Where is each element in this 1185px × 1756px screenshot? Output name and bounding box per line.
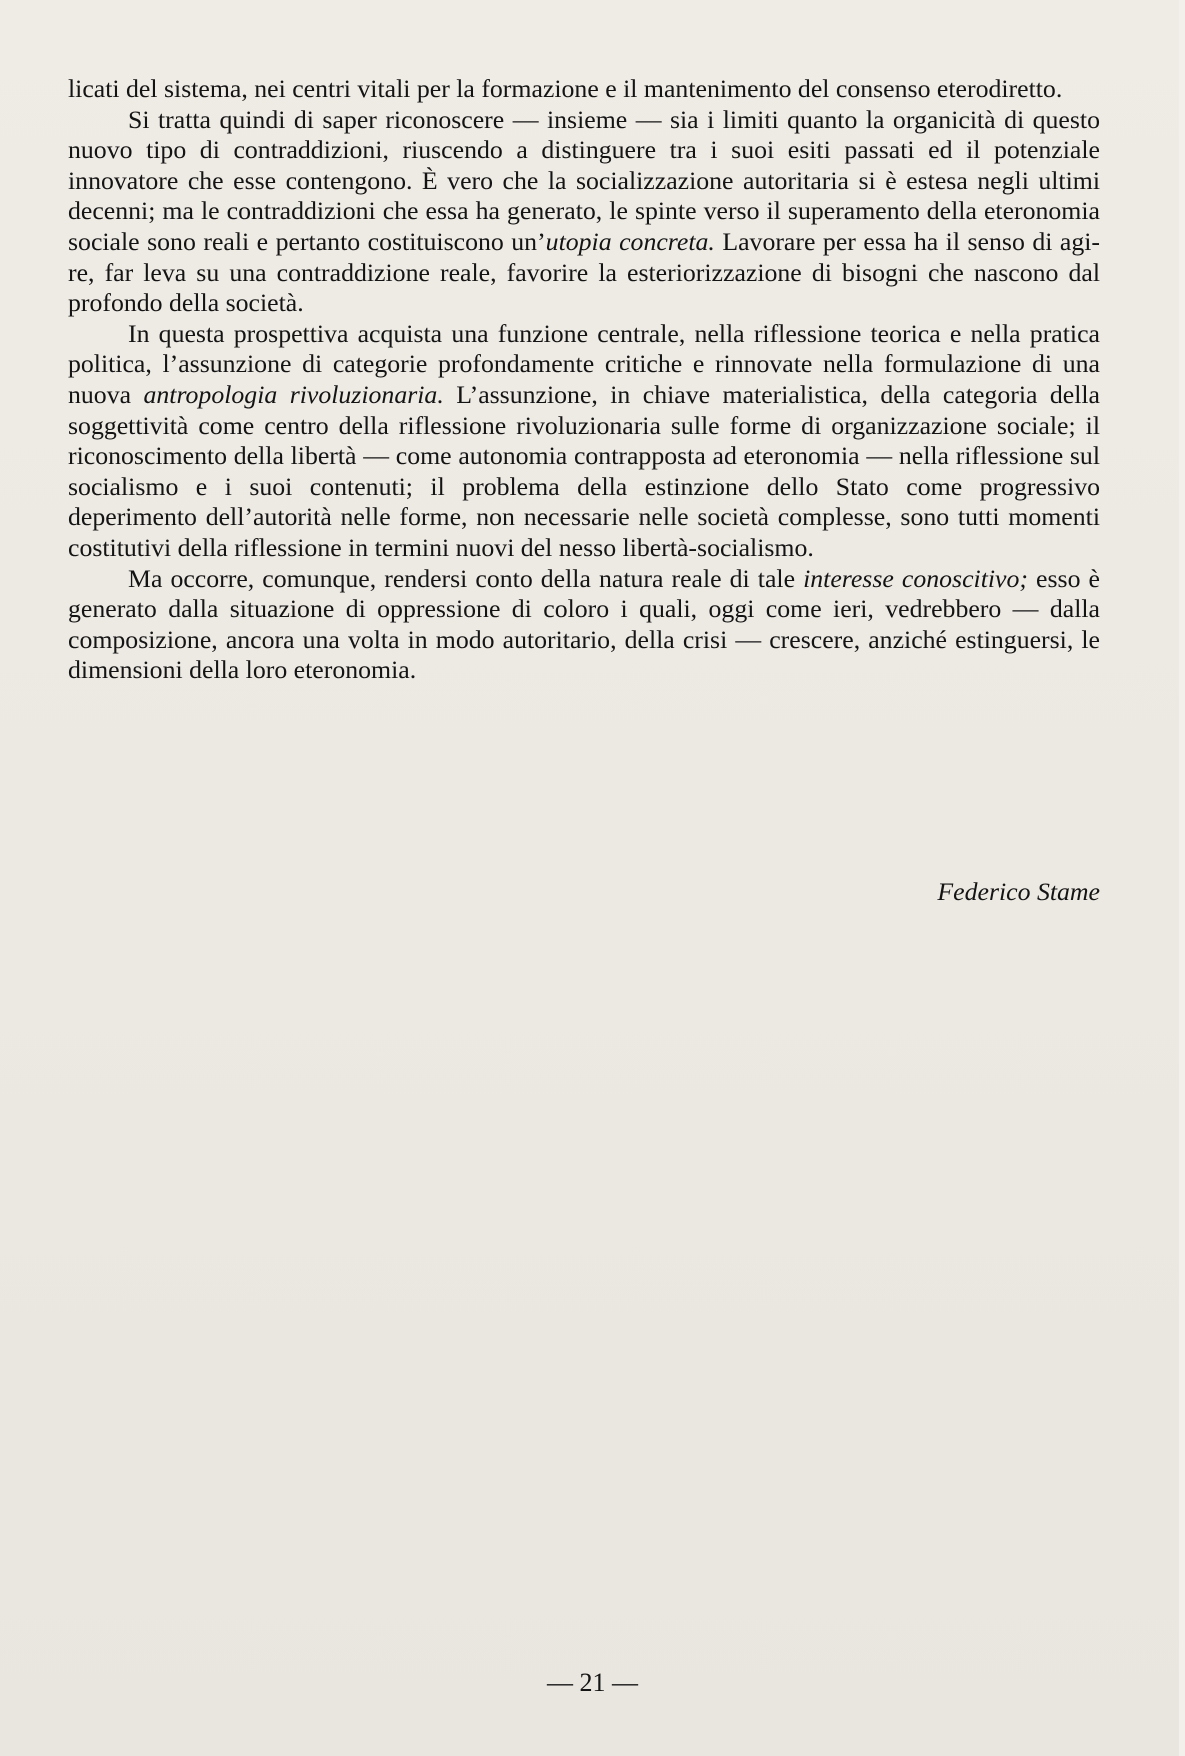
paragraph-4-text-b: esso è generato dalla situazione di oppressione di coloro i quali, oggi come ieri, vedrebbero — dalla composizione, ancora una volta in modo autoritario, della crisi — crescere, anziché estinguersi, le dimensioni della loro eteronomia.	[68, 563, 1100, 685]
paragraph-2	[68, 105, 1100, 319]
paragraph-1	[68, 74, 1100, 105]
page-edge	[1179, 0, 1185, 1756]
paragraph-3-text-a: In questa prospettiva acquista una funzione centrale, nella riflessione teorica e nella pratica politica, l’assunzione di categorie profondamente critiche e rinnovate nella formulazione di una nuova	[68, 318, 1100, 409]
paragraph-3	[68, 319, 1100, 564]
page-number: — 21 —	[547, 1668, 638, 1697]
body-text	[68, 74, 1100, 686]
paragraph-3-text-b: L’assunzione, in chiave materialistica, della categoria della soggettività come centro della riflessione rivoluzionaria sulle forme di organizzazione sociale; il riconoscimento della libertà — come autonomia contrapposta ad eteronomia — nella riflessione sul socialismo e i suoi contenuti; il problema della estinzione dello Stato come progressivo deperimento dell’autorità nelle forme, non necessarie nelle società complesse, sono tutti momenti costitutivi della riflessione in termini nuovi del nesso libertà-socialismo.	[68, 379, 1101, 562]
paragraph-3-emphasis: antropologia rivoluzionaria.	[143, 379, 444, 409]
paragraph-4-emphasis: interesse conoscitivo;	[803, 563, 1028, 593]
paragraph-2-text-a: Si tratta quindi di saper riconoscere — insieme — sia i limiti quanto la organicità di questo nuovo tipo di contraddizioni, riuscendo a distinguere tra i suoi esiti passati ed il potenziale innovatore che esse contengono. È vero che la socializzazione autoritaria si è estesa negli ultimi decenni; ma le contraddizioni che essa ha generato, le spinte verso il superamento della eteronomia sociale sono reali e pertanto costituiscono un’	[68, 104, 1100, 256]
paragraph-1-text: licati del sistema, nei centri vitali per la formazione e il mantenimento del consenso eterodiretto.	[68, 74, 1063, 103]
paragraph-2-emphasis: utopia concreta.	[545, 226, 715, 256]
paragraph-4	[68, 564, 1100, 686]
author-signature: Federico Stame	[937, 877, 1100, 906]
paragraph-2-text-b: Lavorare per essa ha il senso di agire, far leva su una contraddizione reale, favorire la esteriorizzazione di bisogni che nascono dal profondo della società.	[68, 226, 1101, 318]
paragraph-4-text-a: Ma occorre, comunque, rendersi conto della natura reale di tale	[128, 563, 804, 593]
